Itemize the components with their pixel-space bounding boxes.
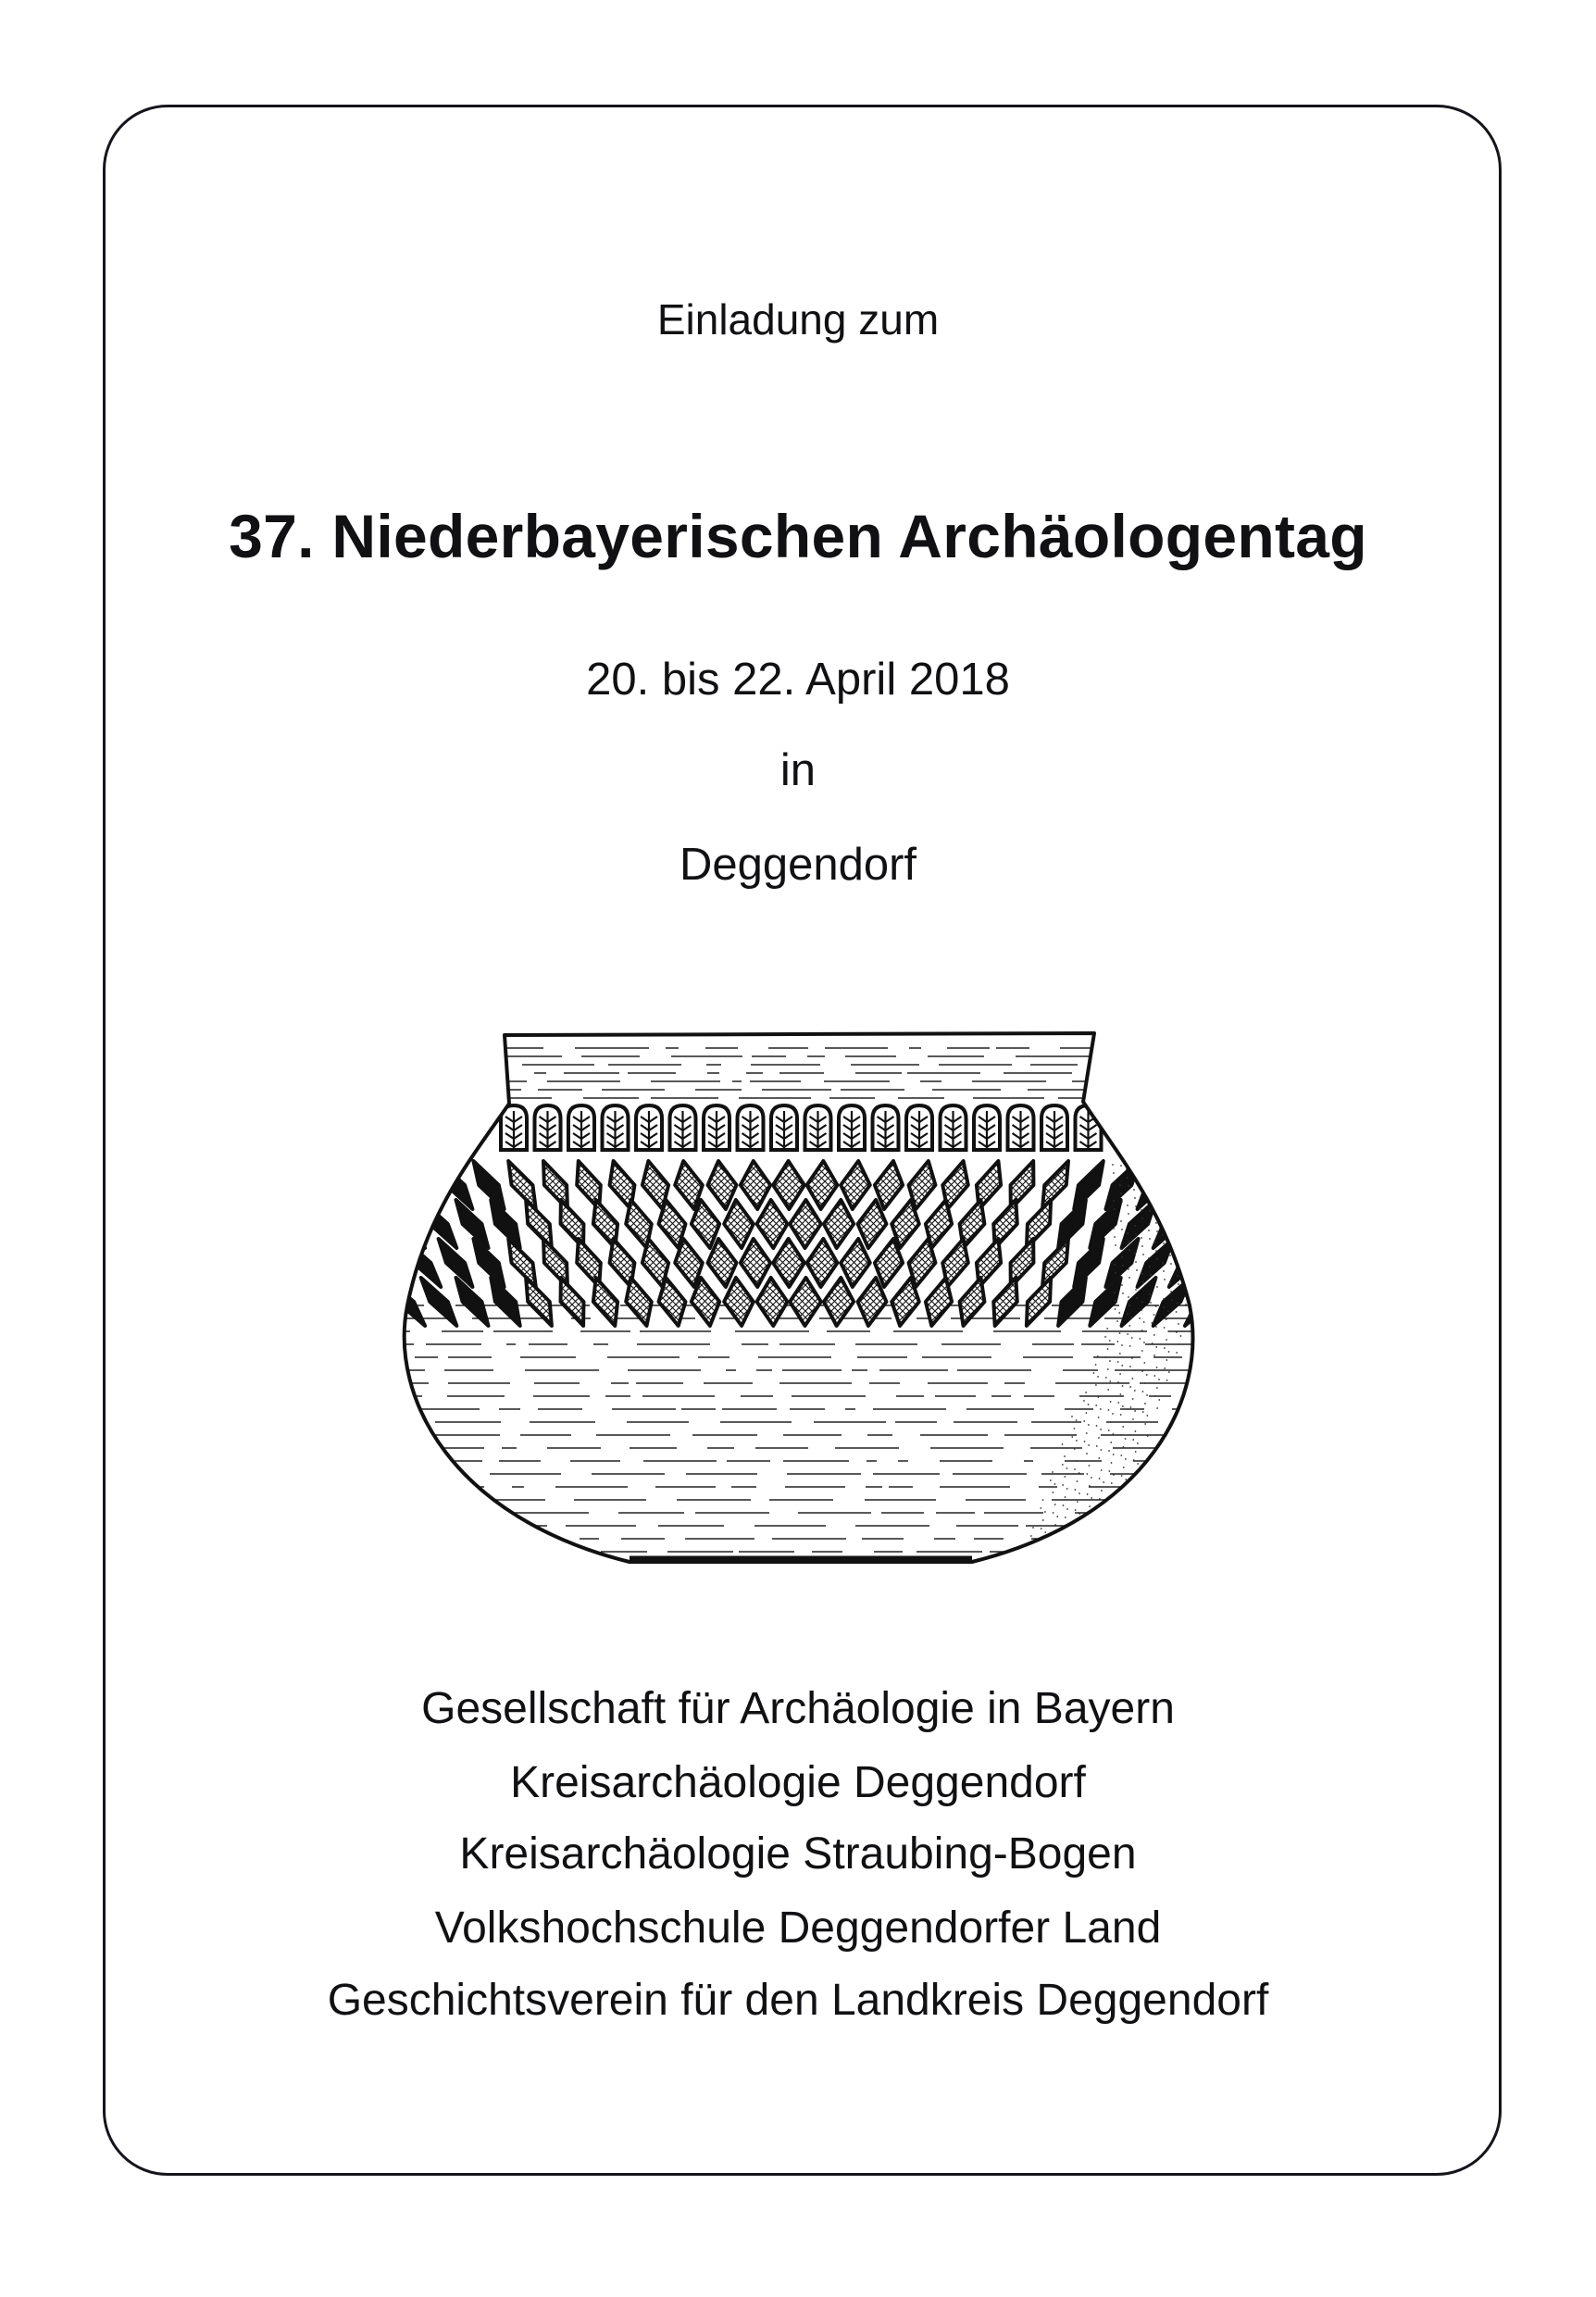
organizer-gesellschaft: Gesellschaft für Archäologie in Bayern	[421, 1684, 1175, 1733]
location-preposition: in	[779, 745, 817, 795]
decorated-neolithic-vessel-icon	[352, 1000, 1241, 1592]
event-location: Deggendorf	[679, 840, 917, 890]
invitation-intro: Einladung zum	[656, 295, 940, 343]
event-date: 20. bis 22. April 2018	[586, 655, 1010, 705]
event-title: 37. Niederbayerischen Archäologentag	[229, 502, 1367, 570]
organizer-geschichtsverein: Geschichtsverein für den Landkreis Deggendorf	[327, 1976, 1269, 2025]
organizer-kreisarchaeologie-deggendorf: Kreisarchäologie Deggendorf	[510, 1758, 1086, 1807]
organizer-kreisarchaeologie-straubing: Kreisarchäologie Straubing-Bogen	[459, 1829, 1137, 1879]
organizer-volkshochschule: Volkshochschule Deggendorfer Land	[434, 1904, 1162, 1953]
